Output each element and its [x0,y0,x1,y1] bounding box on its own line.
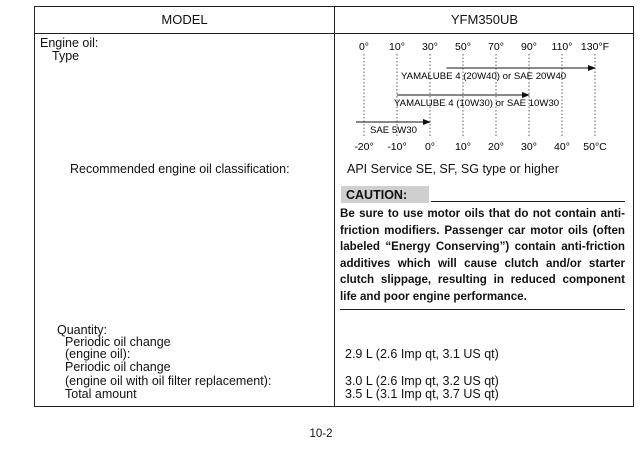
periodic-label-2: (engine oil): [65,347,131,361]
celsius-tick-label: 0° [424,141,436,153]
range-label: SAE 5W30 [370,125,417,136]
caution-rule [431,201,625,202]
caution-text: Be sure to use motor oils that do not contain anti-friction modifiers. Passenger car motor oils (often labeled “Energy Conserving”) contain anti-friction additives which will cause clutch and/or starter clutch slippage, resulting in reduced component life and poor engine performance. [340,207,625,303]
fahrenheit-tick-label: 70° [488,41,504,53]
classification-value: API Service SE, SF, SG type or higher [347,162,559,176]
filter-value: 3.0 L (2.6 Imp qt, 3.2 US qt) [345,374,499,388]
total-value: 3.5 L (3.1 Imp qt, 3.7 US qt) [345,387,499,401]
filter-label-2: (engine oil with oil filter replacement): [65,374,272,388]
fahrenheit-tick-label: 110° [551,41,573,53]
type-label: Type [52,49,80,63]
fahrenheit-tick-label: 0° [358,41,370,53]
celsius-tick-label: 40° [554,141,570,153]
celsius-tick-label: 30° [521,141,537,153]
celsius-tick-label: -10° [387,141,407,153]
fahrenheit-tick-label: 50° [455,41,471,53]
celsius-tick-label: 20° [488,141,504,153]
column-divider [334,7,335,406]
viscosity-chart [340,40,634,154]
fahrenheit-tick-label: 10° [389,41,405,53]
model-header: MODEL [161,12,208,27]
caution-end-rule [340,309,625,310]
filter-label-1: Periodic oil change [65,360,171,374]
caution-title: CAUTION: [346,188,408,202]
periodic-value: 2.9 L (2.6 Imp qt, 3.1 US qt) [345,347,499,361]
fahrenheit-tick-label: 90° [521,41,537,53]
range-label: YAMALUBE 4 (10W30) or SAE 10W30 [394,98,560,109]
celsius-tick-label: -20° [354,141,374,153]
classification-label: Recommended engine oil classification: [70,162,290,176]
celsius-tick-label: 50°C [583,141,607,153]
engine-oil-title: Engine oil: [40,36,99,50]
periodic-label-1: Periodic oil change [65,335,171,349]
page-number: 10-2 [309,428,333,440]
range-label: YAMALUBE 4 (20W40) or SAE 20W40 [401,71,567,82]
model-value-header: YFM350UB [450,12,519,27]
quantity-title: Quantity: [57,323,108,337]
fahrenheit-tick-label: 30° [422,41,438,53]
total-label: Total amount [65,387,137,401]
fahrenheit-tick-label: 130°F [580,41,610,53]
celsius-tick-label: 10° [455,141,471,153]
